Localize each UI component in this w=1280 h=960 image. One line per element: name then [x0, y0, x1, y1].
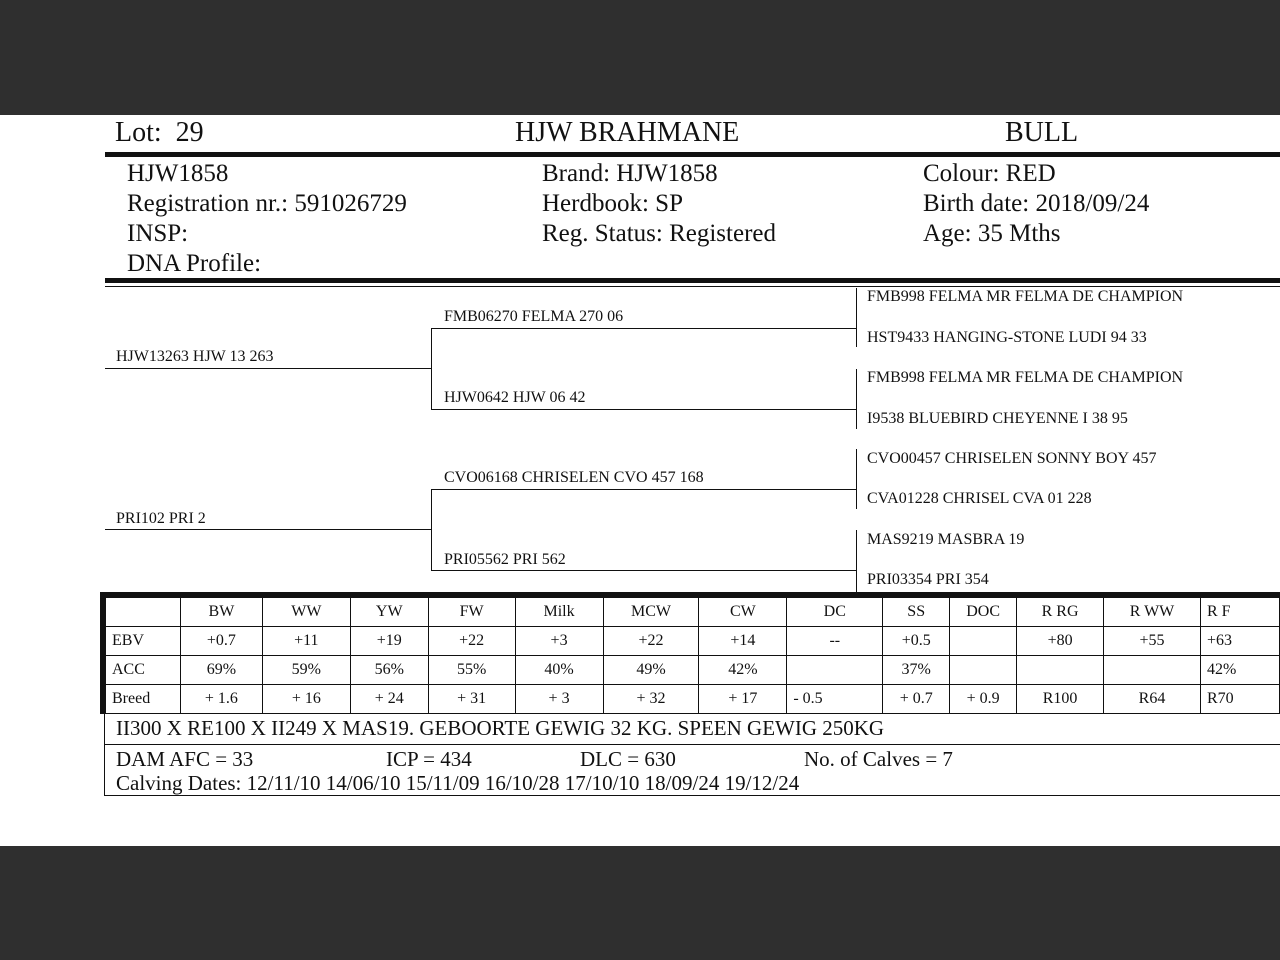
great-grandparent-7: MAS9219 MASBRA 19 [867, 531, 1025, 548]
header-cell: SS [883, 598, 950, 627]
dam-icp: ICP = 434 [386, 747, 472, 771]
ebv-cell: +22 [603, 627, 699, 656]
header-cell: FW [428, 598, 515, 627]
header-cell: MCW [603, 598, 699, 627]
grandparent-1: FMB06270 FELMA 270 06 [444, 308, 624, 325]
breed-cell: + 31 [428, 685, 515, 714]
breed-cell: + 17 [699, 685, 787, 714]
great-grandparent-2: HST9433 HANGING-STONE LUDI 94 33 [867, 329, 1147, 346]
header-cell: DC [787, 598, 883, 627]
ebv-header-row [106, 598, 1280, 627]
ebv-cell [950, 627, 1017, 656]
ebv-table [105, 597, 1280, 714]
acc-cell: 40% [515, 656, 603, 685]
info-divider [105, 278, 1280, 283]
number-of-calves: No. of Calves = 7 [804, 747, 953, 771]
footer-left-border [104, 714, 105, 796]
ebv-cell: +22 [428, 627, 515, 656]
dam-line [105, 529, 431, 530]
info-column-2 [542, 159, 776, 249]
header-cell [106, 598, 181, 627]
header-cell: YW [350, 598, 428, 627]
animal-sex: BULL [1005, 117, 1079, 148]
acc-cell [1104, 656, 1201, 685]
gp-bracket [856, 530, 857, 592]
dam: PRI102 PRI 2 [116, 510, 206, 527]
notes-divider [104, 744, 1280, 745]
great-grandparent-1: FMB998 FELMA MR FELMA DE CHAMPION [867, 288, 1184, 305]
breed-cell: + 16 [262, 685, 350, 714]
breeding-notes: II300 X RE100 X II249 X MAS19. GEBOORTE GEWIG 32 KG. SPEEN GEWIG 250KG [116, 716, 885, 740]
ebv-cell: +14 [699, 627, 787, 656]
row-label: ACC [106, 656, 181, 685]
great-grandparent-8: PRI03354 PRI 354 [867, 571, 989, 588]
acc-cell [787, 656, 883, 685]
great-grandparent-3: FMB998 FELMA MR FELMA DE CHAMPION [867, 369, 1184, 386]
brand: Brand: HJW1858 [542, 160, 718, 187]
row-label: Breed [106, 685, 181, 714]
colour: Colour: RED [923, 160, 1056, 187]
acc-cell: 56% [350, 656, 428, 685]
dna-profile: DNA Profile: [127, 250, 262, 277]
info-column-1 [127, 159, 407, 279]
breed-cell: + 1.6 [180, 685, 262, 714]
row-label: EBV [106, 627, 181, 656]
breed-cell: - 0.5 [787, 685, 883, 714]
calving-dates: Calving Dates: 12/11/10 14/06/10 15/11/09 16/10/28 17/10/10 18/09/24 19/12/24 [116, 771, 800, 795]
sire-bracket [431, 328, 432, 409]
great-grandparent-4: I9538 BLUEBIRD CHEYENNE I 38 95 [867, 410, 1128, 427]
info-divider-thin [105, 286, 1280, 287]
ebv-cell: +80 [1017, 627, 1104, 656]
ebv-cell: +19 [350, 627, 428, 656]
lot-label: Lot: 29 [115, 117, 204, 148]
breed-cell: R64 [1104, 685, 1201, 714]
breed-cell: R70 [1200, 685, 1279, 714]
reg-status: Reg. Status: Registered [542, 220, 776, 247]
great-grandparent-6: CVA01228 CHRISEL CVA 01 228 [867, 490, 1092, 507]
breed-cell: + 32 [603, 685, 699, 714]
birth-date: Birth date: 2018/09/24 [923, 190, 1150, 217]
acc-cell: 49% [603, 656, 699, 685]
ebv-cell: +3 [515, 627, 603, 656]
header-cell: DOC [950, 598, 1017, 627]
header-divider [105, 152, 1280, 157]
dam-afc: DAM AFC = 33 [116, 747, 254, 771]
grandparent-4: PRI05562 PRI 562 [444, 551, 566, 568]
herd-id: HJW1858 [127, 160, 229, 187]
breed-row [106, 685, 1280, 714]
breed-cell: + 3 [515, 685, 603, 714]
acc-cell: 37% [883, 656, 950, 685]
header-cell: CW [699, 598, 787, 627]
gp-bracket [856, 449, 857, 509]
acc-row [106, 656, 1280, 685]
gp-bracket [856, 288, 857, 347]
header-cell: R F [1200, 598, 1279, 627]
header-cell: R RG [1017, 598, 1104, 627]
footer-bottom-border [104, 795, 1280, 796]
sire-line [105, 368, 431, 369]
header-cell: R WW [1104, 598, 1201, 627]
acc-cell: 59% [262, 656, 350, 685]
acc-cell: 42% [1200, 656, 1279, 685]
insp: INSP: [127, 220, 189, 247]
ebv-cell: +0.5 [883, 627, 950, 656]
animal-name: HJW BRAHMANE [515, 117, 740, 148]
sire: HJW13263 HJW 13 263 [116, 348, 274, 365]
info-column-3 [923, 159, 1149, 249]
acc-cell [1017, 656, 1104, 685]
breed-cell: + 0.9 [950, 685, 1017, 714]
ebv-cell: +55 [1104, 627, 1201, 656]
gp-bracket [856, 369, 857, 429]
acc-cell [950, 656, 1017, 685]
grandparent-line [431, 328, 856, 329]
age: Age: 35 Mths [923, 220, 1061, 247]
breed-cell: + 0.7 [883, 685, 950, 714]
breed-cell: + 24 [350, 685, 428, 714]
header-cell: Milk [515, 598, 603, 627]
ebv-cell: +63 [1200, 627, 1279, 656]
herdbook: Herdbook: SP [542, 190, 683, 217]
grandparent-2: HJW0642 HJW 06 42 [444, 389, 586, 406]
grandparent-line [431, 489, 856, 490]
ebv-row [106, 627, 1280, 656]
lot-document [0, 115, 1280, 846]
grandparent-3: CVO06168 CHRISELEN CVO 457 168 [444, 469, 704, 486]
ebv-cell: +11 [262, 627, 350, 656]
acc-cell: 55% [428, 656, 515, 685]
lot-number: 29 [175, 117, 204, 148]
great-grandparent-5: CVO00457 CHRISELEN SONNY BOY 457 [867, 450, 1157, 467]
dam-dlc: DLC = 630 [580, 747, 676, 771]
breed-cell: R100 [1017, 685, 1104, 714]
acc-cell: 42% [699, 656, 787, 685]
grandparent-line [431, 409, 856, 410]
registration-number: Registration nr.: 591026729 [127, 190, 407, 217]
ebv-cell: -- [787, 627, 883, 656]
header-cell: BW [180, 598, 262, 627]
acc-cell: 69% [180, 656, 262, 685]
header-cell: WW [262, 598, 350, 627]
dam-bracket [431, 489, 432, 570]
ebv-cell: +0.7 [180, 627, 262, 656]
grandparent-line [431, 570, 856, 571]
